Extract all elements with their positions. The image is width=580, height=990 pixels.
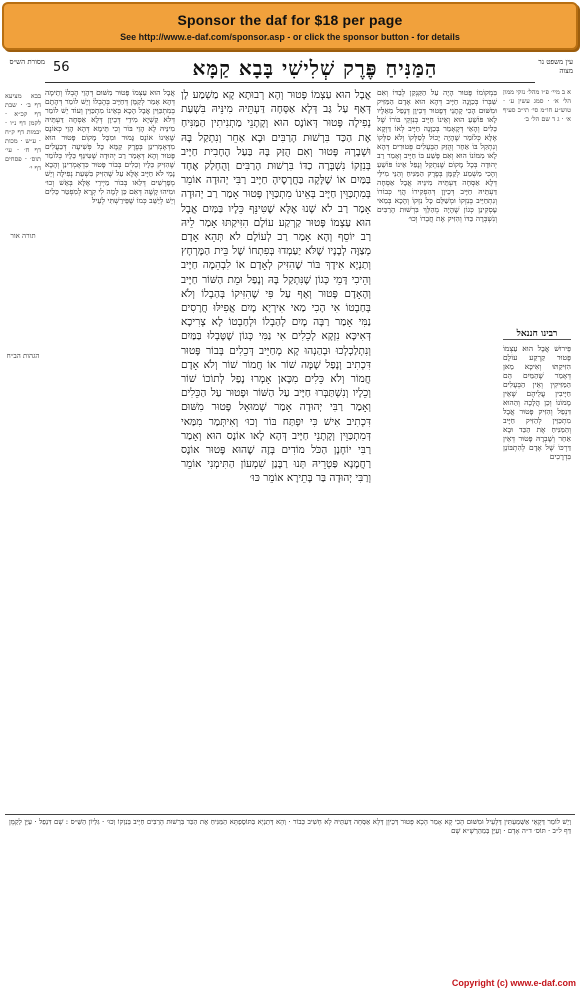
footer-divider [5,814,575,815]
header-rule [45,82,535,83]
page-number: 56 [53,60,70,75]
rashi-column: בִּמְקוֹמוֹ פָּטוּר הָיָה עַל הַקַּנְקַן לְבַדּוֹ וְאִם שַׁבְּרוֹ בְּכַוָּנָה חַיָּיב דְּהָא הוּא אָדָם הַמַּזִּיק וּמִשּׁוּם הָכִי קָתָנֵי דְּפָטוּר דְּכֵיוָן דְּנָפַל מֵאֵלָיו לָאו פּוֹשֵׁעַ הוּא וְאֵינוֹ חַיָּיב בְּנִזְקֵי בּוֹרוֹ שֶׁל כֵּלִים וְהָאֵי דְּקָאָמַר בְּכַוָּנָה חַיָּיב לְאוֹ דַּוְקָא אֶלָּא כְּלוֹמַר שֶׁהָיָה יָכוֹל לְסַלְּקוֹ וְלֹא סִלְּקוֹ וְנִתְקַל בּוֹ אַחֵר וְהֻזַּק הַבְּעָלִים פְּטוּרִים דְּהָא לָאו מִמּוֹנוֹ הוּא וְאִם פָּשַׁע בּוֹ חַיָּיב וְאָמַר רַב יְהוּדָה בְּכָל מָקוֹם שֶׁנִּתְקַל וְנָפַל אֵינוֹ פּוֹשֵׁעַ וְהָכִי מַשְׁמַע לְקַמָּן בְּפֶרֶק הַמַּנִּיחַ וְהַנֵּי מִילֵּי דְּלָא אַסְּחָה דַּעְתֵּיהּ מִינֵּיהּ אֲבָל אַסְּחָה דַּעְתֵּיהּ חַיָּיב דְּכֵיוָן דְּהִפְקִירוֹ הֲוֵי כְּבוֹרוֹ וְנִתְחַיֵּיב בְּנִזְקוֹ וּמְשַׁלֵּם כָּל נִזְקוֹ וְהָכָא בְּמַאי עָסְקִינַן כְּגוֹן שֶׁהָיָה מְהַלֵּךְ בִּרְשׁוּת הָרַבִּים וְנִשְׁבְּרָה כַּדּוֹ וְהִזִּיק אֶת חֲבֵרוֹ וְכוּ׳ [377,88,497,223]
tosafot-column: אֲבָל הוּא עַצְמוֹ פָּטוּר מִשּׁוּם דְּהָוֵי הֶבְלוֹ וְתֵימָה דְּהָא אָמַר לְקַמָּן דְּחַיָּיב בְּהֶבְלוֹ וְיֵשׁ לוֹמַר דְּהָתָם בְּמִתְכַּוֵּין אֲבָל הָכָא בְּאֵינוֹ מִתְכַּוֵּין וְעוֹד יֵשׁ לוֹמַר דְּלֹא קַשְׁיָא מִידֵי דְּכֵיוָן דְּלָא אַסְּחָה דַּעְתֵּיהּ מִינֵּיהּ לָא הָוֵי בּוֹר וְכִי תֵּימָא דְּהָא הָוֵי כְּאוֹנֶס שֶׁאֵינוֹ אוֹנֶס גָּמוּר וּמִכָּל מָקוֹם פָּטוּר הוּא מִדְּאָמְרִינַן בְּפֶרֶק קַמָּא כָּל פְּשִׁיעָה דְּבַעֲלִים פָּטוּר וְהָא דְּאָמַר רַב יְהוּדָה שֶׁטִּינֵּף כֵּלָיו כְּלוֹמַר שֶׁהִזִּיק כֵּלָיו וְכֵלִים בְּבוֹר פָּטוּר כִּדְאָמְרִינַן וְהָכָא נָמֵי לֹא חַיָּיב אֶלָּא עַל שֶׁהִזִּיק בִּשְׁעַת נְפִילָה וְיֵשׁ מְפָרְשִׁים דְּלַאו בְּבוֹר מַיְירֵי אֶלָּא בְּאֵשׁ וְכוּ׳ וּמִיהוּ קָשֶׁה דְּאִם כֵּן לְמָה לִי קְרָא לְמִפְטַר כֵּלִים וְיֵשׁ לְיַשֵּׁב כְּמוֹ שֶׁפֵּירַשְׁתִּי לְעֵיל [45,88,175,205]
rabbeinu-chananel-column: פֵּירוּשׁ אֲבָל הוּא עַצְמוֹ פָּטוּר קַרְקַע עוֹלָם הִזִּיקַתּוּ וְאִיכָּא מַאן דְּאָמַר שֶׁהַמַּיִם הֵם הַמַּזִּיקִין וְאֵין הַבְּעָלִים חַיָּיבִין עֲלֵיהֶם שֶׁאֵין מָמוֹנוֹ וְכֵן הֲלָכָה וְהַהוּא דִּנְפַל וְהִזִּיק פָּטוּר אֲבָל מִתְכַּוֵּין לְהַזִּיק חַיָּיב וְהַמַּנִּיחַ אֶת הַכַּד וּבָא אַחֵר וְשָׁבְרָהּ פָּטוּר דְּאֵין דַּרְכּוֹ שֶׁל אָדָם לְהִתְבּוֹנֵן בִּדְרָכִים [503,344,571,461]
page-title: הַמַּנִּיחַ פֶּרֶק שְׁלִישִׁי בָּבָא קַמָּא [192,56,438,80]
left-margin-references: בבא מציעא דף ב׳ · שבת דף קכ״א · לקמן דף נ״ו · יבמות דף ק״ח · ע״ש · מכות דף ח׳ · עי׳ תוס׳ · פסחים דף י׳ [5,92,41,172]
header-note-right: עין משפט נר מצוה [538,58,573,75]
sponsor-subtitle[interactable]: See http://www.e-daf.com/sponsor.asp - or click the sponsor button - for details [120,32,460,42]
page-header [5,56,575,82]
rabbeinu-chananel-label: רבינו חננאל [503,328,571,340]
header-note-left: מסורת הש״ס [9,58,45,66]
torah-or-label: תורה אור [10,232,36,240]
sponsor-banner[interactable] [2,2,578,50]
hagahot-label: הגהות הב״ח [6,352,40,360]
footer-notes: וְיֵשׁ לוֹמַר דְּקָאֵי אַשְּׁמַעְתִּין דְּלָעֵיל וּמִשּׁוּם הָכִי קָא אָמַר הָכָא פָּטוּר דְּכֵיוָן דְּלָא אַסְּחָה דַּעְתֵּיהּ לָא חָשִׁיב כְּבוֹר · וְהָא דְּתַנְיָא בַּתּוֹסֶפְתָּא הַמַּנִּיחַ אֶת הַכַּד בִּרְשׁוּת הָרַבִּים חַיָּיב בְּנִזְקוֹ וְכוּ׳ · גִּלְיוֹן הַשַּׁ״ס : שָׁם דִּנְפַל · עַיֵּן לְקַמָּן דַּף ל״ב · תּוֹס׳ ד״ה אָדָם · וְעַיֵּן בְּמַהַרְשָׁ״א שָׁם [9,818,571,835]
talmud-page [5,52,575,974]
ein-mishpat-notes: א ב מיי׳ פ״ו מהל׳ נזקי ממון הל׳ א׳ · סמג עשין ע׳ · טוש״ע חו״מ סי׳ תי״ב סעיף א׳ · ג ד שם הל׳ ב׳ [503,88,571,123]
sponsor-title[interactable]: Sponsor the daf for $18 per page [177,12,403,28]
copyright-link[interactable]: Copyright (c) www.e-daf.com [451,978,576,988]
gemara-column: אֲבָל הוּא עַצְמוֹ פָּטוּר וְהָא רְבוּתָא קָא מַשְׁמַע לָן דְּאַף עַל גַּב דְּלָא אַסְּחָה דַּעְתֵּיהּ מִינֵּיהּ בִּשְׁעַת נְפִילָה פָּטוּר דְּאוֹנֶס הוּא וְקָתָנֵי מַתְנִיתִין הַמַּנִּיחַ אֶת הַכַּד בִּרְשׁוּת הָרַבִּים וּבָא אַחֵר וְנִתְקַל בָּהּ וּשְׁבָרָהּ פָּטוּר וְאִם הֻזַּק בָּהּ בַּעַל הֶחָבִית חַיָּיב בְּנִזְקוֹ נִשְׁבְּרָה כַדּוֹ בִּרְשׁוּת הָרַבִּים וְהֻחְלַק אֶחָד בַּמַּיִם אוֹ שֶׁלָּקָה בַּחֲרָסֶיהָ חַיָּיב רַבִּי יְהוּדָה אוֹמֵר בְּמִתְכַּוֵּין חַיָּיב בְּאֵינוֹ מִתְכַּוֵּין פָּטוּר אָמַר רַב יְהוּדָה אָמַר רַב לֹא שָׁנוּ אֶלָּא שֶׁטִּינֵּף כֵּלָיו בַּמַּיִם אֲבָל הוּא עַצְמוֹ פָּטוּר קַרְקַע עוֹלָם הִזִּיקַתּוּ אָמַר לֵיהּ רַב יוֹסֵף וְהָא אָמַר רַב לְעוֹלָם לֹא תְּהֵא אָדָם מְצַוֶּה לְבָנָיו שֶׁלֹּא יַעַמְדוּ בְּפִתְחוֹ שֶׁל בֵּית הַמֶּרְחָץ וְתַנְיָא אִידָךְ בּוֹר שֶׁהִזִּיק לְאָדָם אוֹ לִבְהֵמָה חַיָּיב וְהֵיכִי דָּמֵי כְּגוֹן שֶׁנִּתְקַל בָּהּ וְנָפַל וּמֵת הַשּׁוֹר חַיָּיב וְהָאָדָם פָּטוּר וְאַף עַל פִּי שֶׁהִזִּיקוֹ בְּהַבְלוֹ וְלֹא בְּחַבְטוֹ אִי הָכִי מַאי אִירְיָא מָיִם אֲפִילּוּ חֲרָסִים נַמִּי אָמַר רַבָּה מָיִם לְהַבְלוֹ וּלְחַבְטוֹ לָא צְרִיכָא דְּאִיכָּא נִזְקָא לְכֵלִים אִי נַמִּי כְּגוֹן שֶׁטָּבְלוּ בַּמַּיִם וְנִתְלַכְלְכוּ וּבְהַנְהוּ קָא מְחַיֵּיב דְּכֵלִים בְּבוֹר פָּטוּר דִּכְתִיב וְנָפַל שָׁמָּה שׁוֹר אוֹ חֲמוֹר שׁוֹר וְלֹא אָדָם חֲמוֹר וְלֹא כֵּלִים מִכָּאן אָמְרוּ נָפַל לְתוֹכוֹ שׁוֹר וְכֵלָיו וְנִשְׁתַּבְּרוּ חַיָּיב עַל הַשּׁוֹר וּפָטוּר עַל הַכֵּלִים וְאָמַר רַבִּי יְהוּדָה אָמַר שְׁמוּאֵל פָּטוּר מִשּׁוּם דִּכְתִיב אִישׁ כִּי יִפְתַּח בּוֹר וְכוּ׳ וְאִיתְּמַר מִמַּאי דְּמִתְכַּוֵּין וְקָתָנֵי חַיָּיב דְּהָא לָאו אוֹנֶס הוּא וְאָמַר רַבִּי יוֹחָנָן הַכֹּל מוֹדִים בְּזֶה שֶׁהוּא פָּטוּר אוֹנֶס רַחֲמָנָא פַּטְרֵיהּ תְּנוּ רַבָּנַן שִׁמְעוֹן הַתִּימְנִי אוֹמֵר וְרַבִּי יְהוּדָה בַּר בָּתֵירָא אוֹמֵר כּוּ׳ [181,89,371,485]
